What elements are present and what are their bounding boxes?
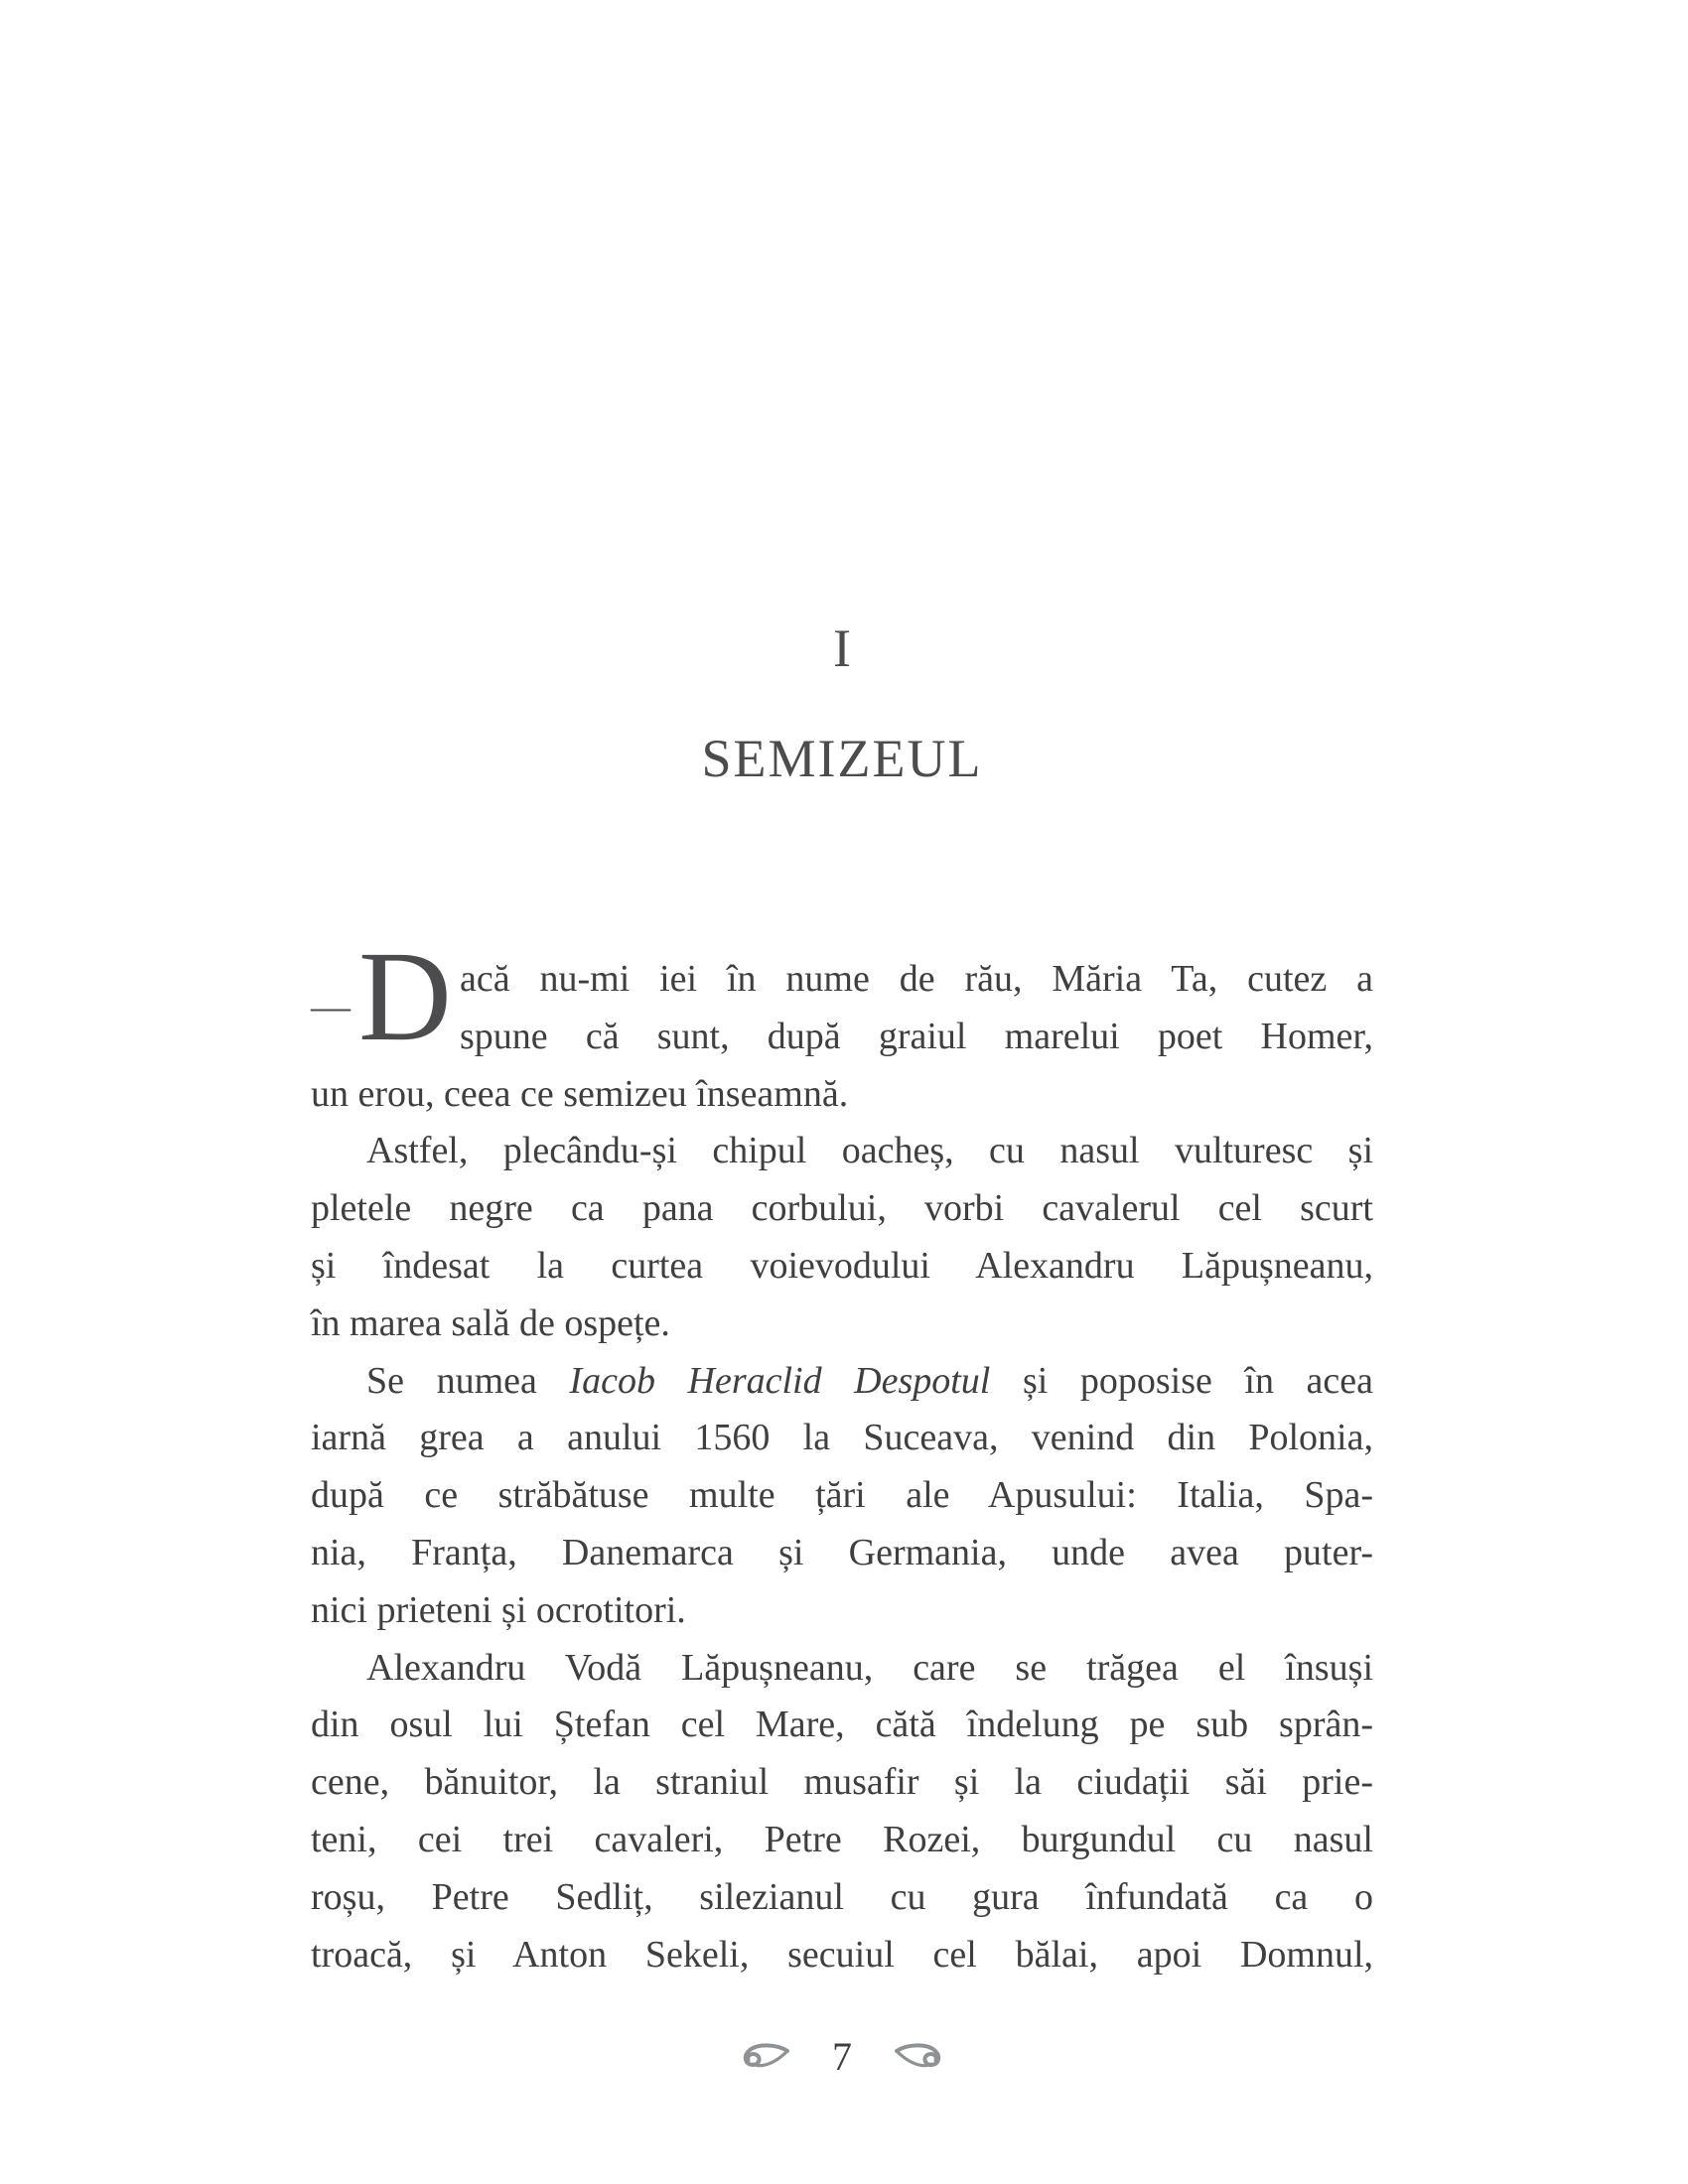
drop-cap: D <box>358 925 452 1068</box>
text-line <box>311 1009 1373 1066</box>
text-segment: Astfel, plecându-și chipul oacheș, cu nasul vulturesc și <box>366 1130 1373 1172</box>
text-segment: și îndesat la curtea voievodului Alexandru Lăpușneanu, <box>311 1244 1373 1287</box>
text-segment: un erou, ceea ce semizeu înseamnă. <box>311 1072 849 1115</box>
text-segment: roșu, Petre Sedliț, silezianul cu gura înfundată ca o <box>311 1875 1373 1918</box>
text-line <box>311 1410 1373 1467</box>
text-segment: troacă, și Anton Sekeli, secuiul cel bălai, apoi Domnul, <box>311 1933 1373 1976</box>
text-segment: în marea sală de ospețe. <box>311 1301 670 1344</box>
text-line <box>311 1582 1373 1640</box>
text-segment: teni, cei trei cavaleri, Petre Rozei, burgundul cu nasul <box>311 1818 1373 1860</box>
text-line <box>311 951 1373 1009</box>
text-segment: din osul lui Ștefan cel Mare, cătă îndelung pe sub sprân- <box>311 1704 1373 1746</box>
text-segment: și poposise în acea <box>990 1359 1374 1402</box>
text-line <box>311 1123 1373 1180</box>
text-line <box>311 1754 1373 1812</box>
text-segment: Alexandru Vodă Lăpușneanu, care se trăgea el însuși <box>366 1646 1373 1689</box>
text-line <box>311 1238 1373 1296</box>
text-segment: după ce străbătuse multe țări ale Apusului: Italia, Spa- <box>311 1474 1373 1517</box>
text-segment: Se numea <box>366 1359 570 1402</box>
paragraph <box>311 1123 1373 1352</box>
flourish-left-icon <box>741 2042 790 2072</box>
text-segment: iarnă grea a anului 1560 la Suceava, venind din Polonia, <box>311 1417 1373 1459</box>
text-line <box>311 1353 1373 1411</box>
chapter-title: SEMIZEUL <box>701 729 983 788</box>
chapter-number: I <box>833 618 851 678</box>
paragraph <box>311 1353 1373 1640</box>
text-line <box>311 1467 1373 1525</box>
text-line <box>311 1525 1373 1582</box>
text-segment: acă nu-mi iei în nume de rău, Măria Ta, cutez a <box>460 958 1373 1000</box>
text-block <box>311 925 1374 1983</box>
text-segment: cene, bănuitor, la straniul musafir și la ciudații săi prie- <box>311 1761 1373 1804</box>
flourish-right-icon <box>894 2042 943 2072</box>
text-segment: spune că sunt, după graiul marelui poet Homer, <box>460 1015 1373 1057</box>
paragraph <box>311 1640 1373 1984</box>
page-footer <box>311 2033 1373 2081</box>
italic-text-segment: Iacob Heraclid Despotul <box>569 1359 991 1402</box>
text-line <box>311 1066 1373 1124</box>
paragraph <box>311 925 1373 1123</box>
text-line <box>311 1640 1373 1698</box>
dialogue-dash: — <box>311 984 351 1028</box>
text-segment: nia, Franța, Danemarca și Germania, unde avea puter- <box>311 1531 1373 1573</box>
page-number: 7 <box>832 2034 852 2079</box>
text-line <box>311 1927 1373 1984</box>
text-line <box>311 1697 1373 1754</box>
text-line <box>311 1869 1373 1927</box>
text-line <box>311 1296 1373 1353</box>
text-line <box>311 1812 1373 1869</box>
text-segment: pletele negre ca pana corbului, vorbi cavalerul cel scurt <box>311 1187 1373 1230</box>
text-line <box>311 1180 1373 1238</box>
text-segment: nici prieteni și ocrotitori. <box>311 1588 686 1631</box>
